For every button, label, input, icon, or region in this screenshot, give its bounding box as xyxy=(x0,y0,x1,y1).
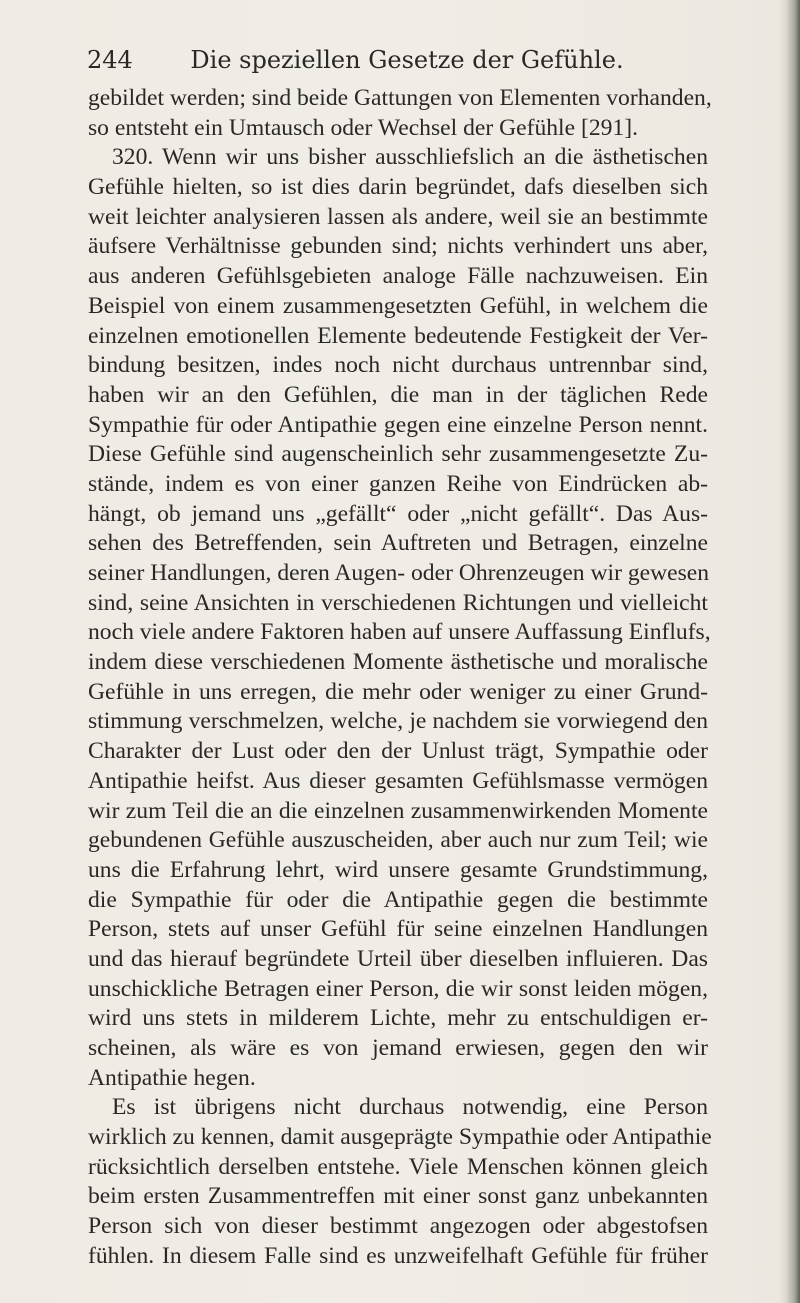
text-line: Gefühle hielten, so ist dies darin begründet, dafs dieselben sich xyxy=(88,174,708,201)
text-line: haben wir an den Gefühlen, die man in der täglichen Rede xyxy=(88,381,708,408)
text-line: sind, seine Ansichten in verschiedenen Richtungen und vielleicht xyxy=(88,589,708,616)
text-line: äufsere Verhältnisse gebunden sind; nichts verhindert uns aber, xyxy=(88,233,708,260)
page-header xyxy=(87,44,727,76)
page-edge-shadow xyxy=(778,0,800,1303)
text-line: gebildet werden; sind beide Gattungen von Elementen vorhanden, xyxy=(88,85,712,111)
text-line: sehen des Betreffenden, sein Auftreten und Betragen, einzelne xyxy=(88,530,708,557)
running-title: Die speziellen Gesetze der Gefühle. xyxy=(190,46,624,74)
text-line: einzelnen emotionellen Elemente bedeutende Festigkeit der Ver- xyxy=(88,322,708,349)
text-line: so entsteht ein Umtausch oder Wechsel der Gefühle [291]. xyxy=(88,114,638,141)
text-line: seiner Handlungen, deren Augen- oder Ohrenzeugen wir gewesen xyxy=(88,560,710,586)
text-line: rücksichtlich derselben entstehe. Viele Menschen können gleich xyxy=(88,1153,708,1180)
text-line: Beispiel von einem zusammengesetzten Gefühl, in welchem die xyxy=(88,292,708,319)
text-line: Sympathie für oder Antipathie gegen eine einzelne Person nennt. xyxy=(88,411,708,438)
text-line: Antipathie hegen. xyxy=(88,1064,256,1091)
body-text xyxy=(88,84,712,1272)
text-line: Charakter der Lust oder den der Unlust trägt, Sympathie oder xyxy=(88,738,708,765)
text-line: stände, indem es von einer ganzen Reihe von Eindrücken ab- xyxy=(88,470,708,497)
text-line: die Sympathie für oder die Antipathie gegen die bestimmte xyxy=(88,886,708,913)
text-line: 320. Wenn wir uns bisher ausschliefslich an die ästhetischen xyxy=(112,144,708,171)
text-line: weit leichter analysieren lassen als andere, weil sie an bestimmte xyxy=(88,203,708,230)
text-line: wirklich zu kennen, damit ausgeprägte Sympathie oder Antipathie xyxy=(88,1124,712,1151)
text-line: Diese Gefühle sind augenscheinlich sehr zusammengesetzte Zu- xyxy=(88,441,708,468)
text-line: stimmung verschmelzen, welche, je nachdem sie vorwiegend den xyxy=(88,708,708,735)
text-line: wird uns stets in milderem Lichte, mehr zu entschuldigen er- xyxy=(88,1005,708,1032)
text-line: unschickliche Betragen einer Person, die wir sonst leiden mögen, xyxy=(88,975,708,1002)
text-line: wir zum Teil die an die einzelnen zusammenwirkenden Momente xyxy=(88,797,708,824)
text-line: gebundenen Gefühle auszuscheiden, aber auch nur zum Teil; wie xyxy=(88,827,708,854)
text-line: uns die Erfahrung lehrt, wird unsere gesamte Grundstimmung, xyxy=(88,856,708,883)
page-number: 244 xyxy=(87,46,133,74)
text-line: scheinen, als wäre es von jemand erwiesen, gegen den wir xyxy=(88,1035,708,1061)
text-line: beim ersten Zusammentreffen mit einer sonst ganz unbekannten xyxy=(88,1183,708,1210)
text-line: hängt, ob jemand uns „gefällt“ oder „nicht gefällt“. Das Aus- xyxy=(88,500,708,527)
text-line: fühlen. In diesem Falle sind es unzweifelhaft Gefühle für früher xyxy=(88,1242,708,1269)
text-line: bindung besitzen, indes noch nicht durchaus untrennbar sind, xyxy=(88,352,708,379)
text-line: Es ist übrigens nicht durchaus notwendig, eine Person xyxy=(112,1094,708,1121)
text-line: indem diese verschiedenen Momente ästhetische und moralische xyxy=(88,649,708,676)
text-line: Person, stets auf unser Gefühl für seine einzelnen Handlungen xyxy=(88,916,708,943)
text-line: noch viele andere Faktoren haben auf unsere Auffassung Einflufs, xyxy=(88,619,711,646)
text-line: und das hierauf begründete Urteil über dieselben influieren. Das xyxy=(88,945,708,972)
text-line: Gefühle in uns erregen, die mehr oder weniger zu einer Grund- xyxy=(88,678,708,705)
text-line: Antipathie heifst. Aus dieser gesamten Gefühlsmasse vermögen xyxy=(88,767,708,794)
text-line: Person sich von dieser bestimmt angezogen oder abgestofsen xyxy=(88,1213,708,1240)
text-line: aus anderen Gefühlsgebieten analoge Fälle nachzuweisen. Ein xyxy=(88,263,708,290)
